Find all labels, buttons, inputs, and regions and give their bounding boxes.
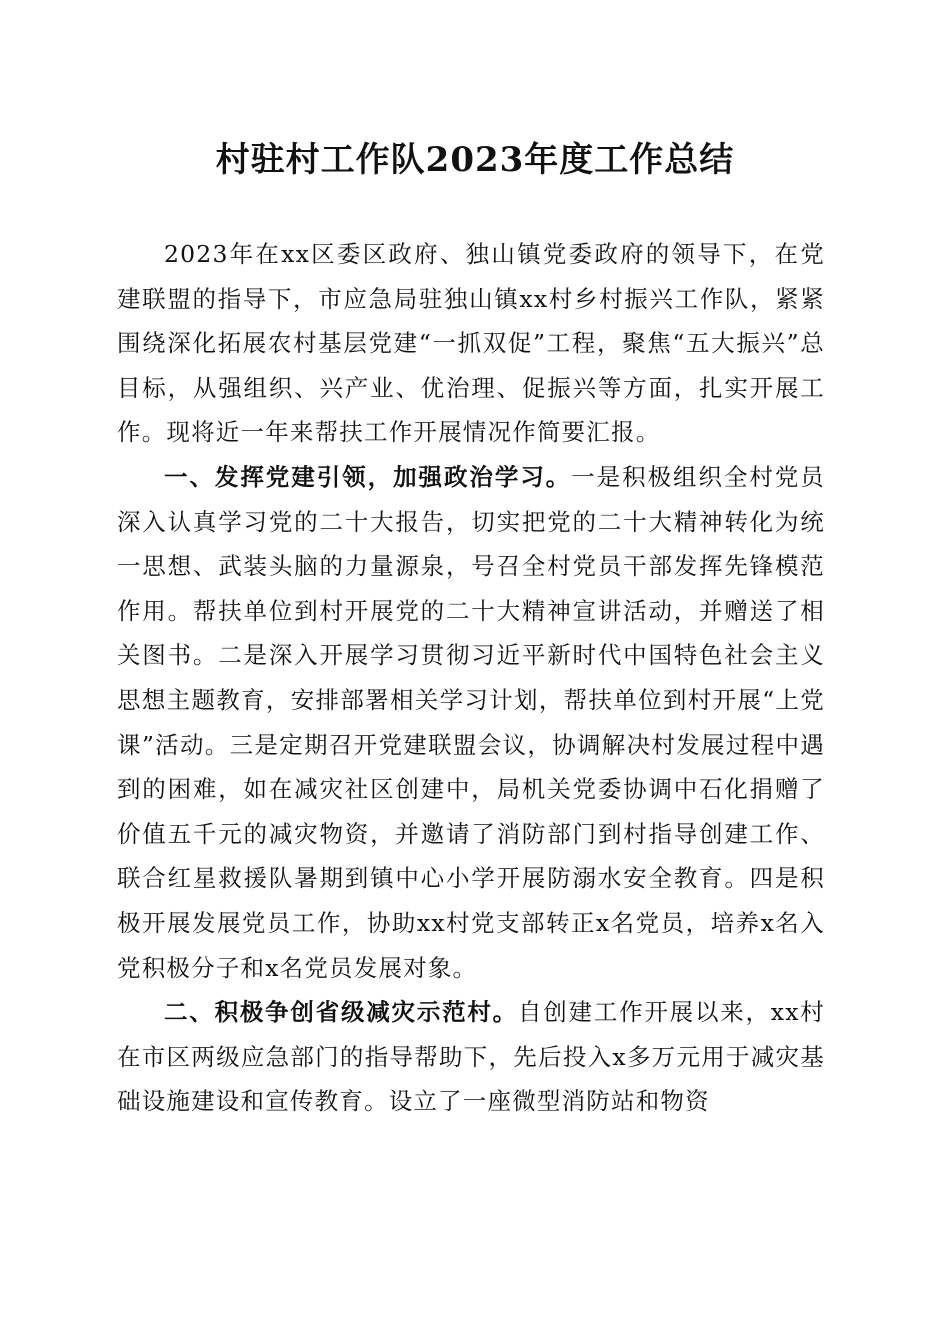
document-title: 村驻村工作队2023年度工作总结 (215, 140, 735, 180)
document-body (117, 232, 825, 1124)
section-two-paragraph (117, 990, 825, 1124)
paragraph-text: 一是积极组织全村党员深入认真学习党的二十大报告，切实把党的二十大精神转化为统一思想、武装头脑的力量源泉，号召全村党员干部发挥先锋模范作用。帮扶单位到村开展党的二十大精神宣讲活动，并赠送了相关图书。二是深入开展学习贯彻习近平新时代中国特色社会主义思想主题教育，安排部署相关学习计划，帮扶单位到村开展“上党课”活动。三是定期召开党建联盟会议，协调解决村发展过程中遇到的困难，如在减灾社区创建中，局机关党委协调中石化捐赠了价值五千元的减灾物资，并邀请了消防部门到村指导创建工作、联合红星救援队暑期到镇中心小学开展防溺水安全教育。四是积极开展发展党员工作，协助xx村党支部转正x名党员，培养x名入党积极分子和x名党员发展对象。 (117, 462, 826, 982)
section-one-paragraph (117, 455, 825, 990)
paragraph-text: 2023年在xx区委区政府、独山镇党委政府的领导下，在党建联盟的指导下，市应急局驻独山镇xx村乡村振兴工作队，紧紧围绕深化拓展农村基层党建“一抓双促”工程，聚焦“五大振兴”总目标，从强组织、兴产业、优治理、促振兴等方面，扎实开展工作。现将近一年来帮扶工作开展情况作简要汇报。 (117, 240, 825, 447)
section-two-heading: 二、积极争创省级减灾示范村。 (164, 998, 518, 1027)
section-one-heading: 一、发挥党建引领，加强政治学习。 (164, 462, 572, 491)
paragraph-text: 自创建工作开展以来，xx村在市区两级应急部门的指导帮助下，先后投入x多万元用于减灾基础设施建设和宣传教育。设立了一座微型消防站和物资 (117, 998, 825, 1116)
intro-paragraph (117, 232, 825, 455)
